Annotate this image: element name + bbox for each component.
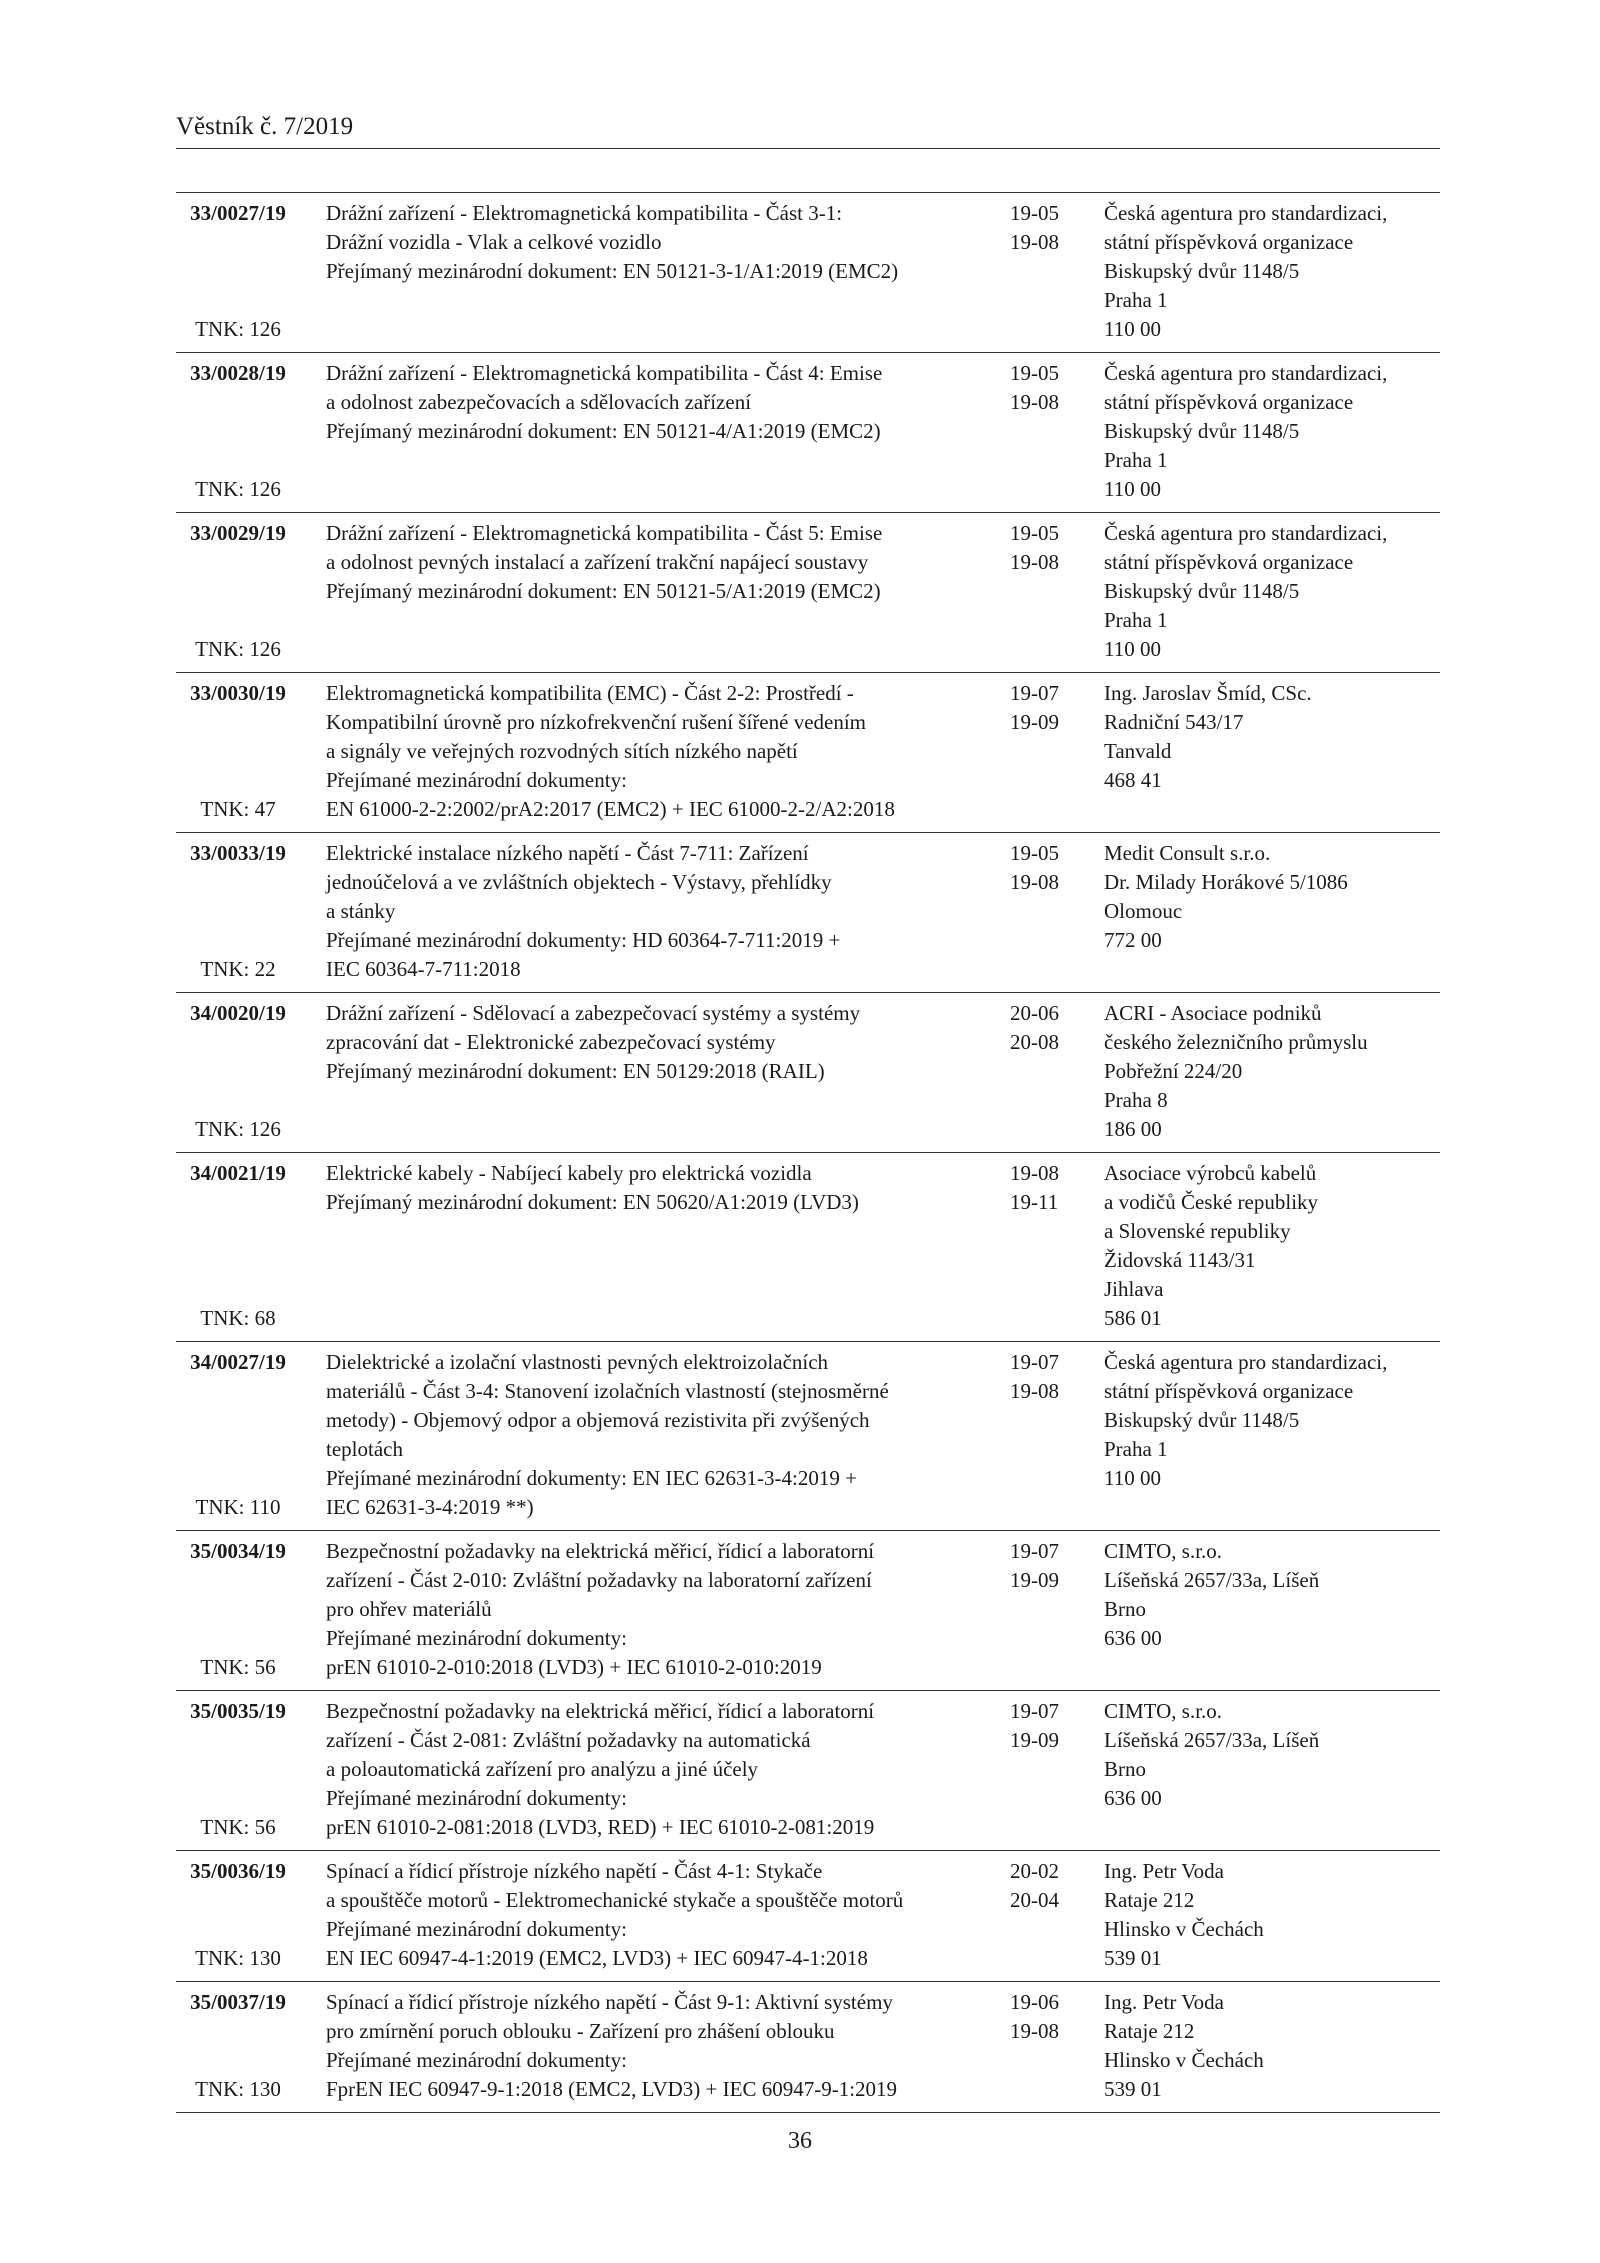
- address-line: Rataje 212: [1104, 2019, 1195, 2043]
- title-line: zařízení - Část 2-010: Zvláštní požadavky na laboratorní zařízení: [326, 1568, 872, 1592]
- title-line: Drážní zařízení - Elektromagnetická kompatibilita - Část 5: Emise: [326, 521, 883, 545]
- address-cell: [1104, 359, 1440, 504]
- title-cell: [326, 999, 1006, 1086]
- title-line: a stánky: [326, 899, 396, 923]
- title-line: Přejímané mezinárodní dokumenty:: [326, 1786, 627, 1810]
- title-line: Kompatibilní úrovně pro nízkofrekvenční rušení šířené vedením: [326, 710, 867, 734]
- tnk-label: TNK: 130: [195, 1946, 281, 1970]
- record-id-cell: [176, 1857, 300, 1973]
- title-line: Přejímaný mezinárodní dokument: EN 50620/A1:2019 (LVD3): [326, 1190, 859, 1214]
- title-line: metody) - Objemový odpor a objemová rezistivita při zvýšených: [326, 1408, 870, 1432]
- record-id: 35/0037/19: [190, 1990, 286, 2014]
- record-id: 35/0035/19: [190, 1699, 286, 1723]
- title-line: IEC 60364-7-711:2018: [326, 957, 521, 981]
- title-line: Přejímané mezinárodní dokumenty:: [326, 1917, 627, 1941]
- address-line: Rataje 212: [1104, 1888, 1195, 1912]
- title-line: Dielektrické a izolační vlastnosti pevných elektroizolačních: [326, 1350, 829, 1374]
- table-row: [176, 513, 1440, 673]
- tnk-label: TNK: 68: [200, 1306, 276, 1330]
- tnk-label: TNK: 56: [200, 1815, 276, 1839]
- title-line: Přejímaný mezinárodní dokument: EN 50121-3-1/A1:2019 (EMC2): [326, 259, 899, 283]
- address-line: 586 01: [1104, 1306, 1162, 1330]
- address-line: a vodičů České republiky: [1104, 1190, 1319, 1214]
- address-line: Medit Consult s.r.o.: [1104, 841, 1271, 865]
- title-line: Elektrické kabely - Nabíjecí kabely pro elektrická vozidla: [326, 1161, 812, 1185]
- title-line: zpracování dat - Elektronické zabezpečovací systémy: [326, 1030, 776, 1054]
- address-line: českého železničního průmyslu: [1104, 1030, 1368, 1054]
- address-line: Česká agentura pro standardizaci,: [1104, 1350, 1388, 1374]
- address-line: Brno: [1104, 1757, 1146, 1781]
- tnk-label: TNK: 56: [200, 1655, 276, 1679]
- title-line: Přejímané mezinárodní dokumenty:: [326, 1626, 627, 1650]
- address-line: ACRI - Asociace podniků: [1104, 1001, 1322, 1025]
- title-cell: [326, 1857, 1006, 1973]
- title-line: a odolnost pevných instalací a zařízení trakční napájecí soustavy: [326, 550, 869, 574]
- address-line: Biskupský dvůr 1148/5: [1104, 1408, 1300, 1432]
- date-value: 19-05: [1010, 361, 1059, 385]
- record-id: 33/0029/19: [190, 521, 286, 545]
- table-row: [176, 1982, 1440, 2113]
- address-line: Tanvald: [1104, 739, 1172, 763]
- date-value: 19-07: [1010, 681, 1059, 705]
- date-value: 19-07: [1010, 1350, 1059, 1374]
- table-row: [176, 1691, 1440, 1851]
- address-line: Praha 1: [1104, 608, 1168, 632]
- table-row: [176, 353, 1440, 513]
- tnk-label: TNK: 126: [195, 1117, 281, 1141]
- dates-cell: [1010, 1537, 1090, 1595]
- address-line: Praha 1: [1104, 448, 1168, 472]
- date-value: 19-05: [1010, 521, 1059, 545]
- title-line: Drážní zařízení - Sdělovací a zabezpečovací systémy a systémy: [326, 1001, 861, 1025]
- journal-title: Věstník č. 7/2019: [176, 113, 354, 140]
- title-cell: [326, 1988, 1006, 2104]
- table-row: [176, 1851, 1440, 1982]
- title-cell: [326, 519, 1006, 606]
- title-line: Přejímané mezinárodní dokumenty:: [326, 2048, 627, 2072]
- address-line: Praha 1: [1104, 1437, 1168, 1461]
- record-id-cell: [176, 679, 300, 824]
- date-value: 19-09: [1010, 710, 1059, 734]
- address-line: státní příspěvková organizace: [1104, 230, 1354, 254]
- address-line: 636 00: [1104, 1786, 1162, 1810]
- title-line: Elektrické instalace nízkého napětí - Část 7-711: Zařízení: [326, 841, 809, 865]
- tnk-label: TNK: 47: [200, 797, 276, 821]
- date-value: 19-05: [1010, 201, 1059, 225]
- title-line: Přejímané mezinárodní dokumenty: HD 60364-7-711:2019 +: [326, 928, 841, 952]
- date-value: 20-04: [1010, 1888, 1059, 1912]
- address-cell: [1104, 1697, 1440, 1813]
- record-id: 33/0030/19: [190, 681, 286, 705]
- address-line: Ing. Petr Voda: [1104, 1859, 1224, 1883]
- table-row: [176, 673, 1440, 833]
- title-line: Spínací a řídicí přístroje nízkého napětí - Část 4-1: Stykače: [326, 1859, 823, 1883]
- date-value: 19-09: [1010, 1568, 1059, 1592]
- address-line: 539 01: [1104, 2077, 1162, 2101]
- address-line: Ing. Petr Voda: [1104, 1990, 1224, 2014]
- title-line: a spouštěče motorů - Elektromechanické stykače a spouštěče motorů: [326, 1888, 904, 1912]
- address-line: 110 00: [1104, 317, 1161, 341]
- address-cell: [1104, 839, 1440, 955]
- address-cell: [1104, 1857, 1440, 1973]
- dates-cell: [1010, 1159, 1090, 1217]
- title-line: Přejímané mezinárodní dokumenty:: [326, 768, 627, 792]
- date-value: 19-07: [1010, 1699, 1059, 1723]
- dates-cell: [1010, 519, 1090, 577]
- address-line: Ing. Jaroslav Šmíd, CSc.: [1104, 681, 1312, 705]
- address-line: Česká agentura pro standardizaci,: [1104, 201, 1388, 225]
- address-line: Praha 1: [1104, 288, 1168, 312]
- title-line: Bezpečnostní požadavky na elektrická měřicí, řídicí a laboratorní: [326, 1539, 875, 1563]
- record-id-cell: [176, 359, 300, 504]
- date-value: 19-08: [1010, 550, 1059, 574]
- date-value: 19-08: [1010, 390, 1059, 414]
- title-line: EN IEC 60947-4-1:2019 (EMC2, LVD3) + IEC 60947-4-1:2018: [326, 1946, 868, 1970]
- address-line: Líšeňská 2657/33a, Líšeň: [1104, 1728, 1320, 1752]
- title-cell: [326, 1537, 1006, 1682]
- title-line: zařízení - Část 2-081: Zvláštní požadavky na automatická: [326, 1728, 811, 1752]
- title-line: a odolnost zabezpečovacích a sdělovacích zařízení: [326, 390, 752, 414]
- page-number: 36: [788, 2128, 812, 2154]
- address-line: Česká agentura pro standardizaci,: [1104, 521, 1388, 545]
- record-id-cell: [176, 839, 300, 984]
- address-line: 110 00: [1104, 637, 1161, 661]
- record-id-cell: [176, 1348, 300, 1522]
- title-line: EN 61000-2-2:2002/prA2:2017 (EMC2) + IEC 61000-2-2/A2:2018: [326, 797, 895, 821]
- date-value: 20-02: [1010, 1859, 1059, 1883]
- record-id-cell: [176, 1988, 300, 2104]
- date-value: 19-09: [1010, 1728, 1059, 1752]
- address-cell: [1104, 1537, 1440, 1653]
- address-line: CIMTO, s.r.o.: [1104, 1539, 1223, 1563]
- title-line: Drážní vozidla - Vlak a celkové vozidlo: [326, 230, 662, 254]
- title-line: Přejímaný mezinárodní dokument: EN 50129:2018 (RAIL): [326, 1059, 825, 1083]
- address-cell: [1104, 1988, 1440, 2104]
- date-value: 19-05: [1010, 841, 1059, 865]
- tnk-label: TNK: 126: [195, 317, 281, 341]
- dates-cell: [1010, 1988, 1090, 2046]
- dates-cell: [1010, 679, 1090, 737]
- record-id-cell: [176, 999, 300, 1144]
- address-line: Česká agentura pro standardizaci,: [1104, 361, 1388, 385]
- table-row: [176, 1342, 1440, 1531]
- record-id-cell: [176, 199, 300, 344]
- address-line: Židovská 1143/31: [1104, 1248, 1256, 1272]
- table-row: [176, 1531, 1440, 1691]
- dates-cell: [1010, 359, 1090, 417]
- date-value: 20-06: [1010, 1001, 1059, 1025]
- address-line: Biskupský dvůr 1148/5: [1104, 419, 1300, 443]
- tnk-label: TNK: 126: [195, 637, 281, 661]
- title-line: FprEN IEC 60947-9-1:2018 (EMC2, LVD3) + IEC 60947-9-1:2019: [326, 2077, 898, 2101]
- record-id: 35/0036/19: [190, 1859, 286, 1883]
- address-cell: [1104, 1159, 1440, 1333]
- address-line: Pobřežní 224/20: [1104, 1059, 1243, 1083]
- address-line: 772 00: [1104, 928, 1162, 952]
- address-cell: [1104, 519, 1440, 664]
- address-line: Hlinsko v Čechách: [1104, 1917, 1264, 1941]
- date-value: 19-11: [1010, 1190, 1059, 1214]
- address-line: Biskupský dvůr 1148/5: [1104, 259, 1300, 283]
- record-id-cell: [176, 1697, 300, 1842]
- date-value: 19-06: [1010, 1990, 1059, 2014]
- address-line: Brno: [1104, 1597, 1146, 1621]
- date-value: 19-08: [1010, 2019, 1059, 2043]
- title-line: pro zmírnění poruch oblouku - Zařízení pro zhášení oblouku: [326, 2019, 835, 2043]
- title-line: a poloautomatická zařízení pro analýzu a jiné účely: [326, 1757, 759, 1781]
- address-line: a Slovenské republiky: [1104, 1219, 1291, 1243]
- tnk-label: TNK: 130: [195, 2077, 281, 2101]
- title-line: jednoúčelová a ve zvláštních objektech - Výstavy, přehlídky: [326, 870, 832, 894]
- address-line: státní příspěvková organizace: [1104, 550, 1354, 574]
- title-cell: [326, 1348, 1006, 1522]
- address-line: 539 01: [1104, 1946, 1162, 1970]
- date-value: 20-08: [1010, 1030, 1059, 1054]
- title-line: prEN 61010-2-010:2018 (LVD3) + IEC 61010-2-010:2019: [326, 1655, 822, 1679]
- date-value: 19-08: [1010, 1379, 1059, 1403]
- address-line: Asociace výrobců kabelů: [1104, 1161, 1317, 1185]
- record-id: 35/0034/19: [190, 1539, 286, 1563]
- standards-table: [176, 192, 1440, 2113]
- tnk-label: TNK: 126: [195, 477, 281, 501]
- title-cell: [326, 839, 1006, 984]
- record-id-cell: [176, 519, 300, 664]
- title-line: teplotách: [326, 1437, 403, 1461]
- tnk-label: TNK: 22: [200, 957, 276, 981]
- dates-cell: [1010, 199, 1090, 257]
- date-value: 19-08: [1010, 230, 1059, 254]
- title-line: Drážní zařízení - Elektromagnetická kompatibilita - Část 4: Emise: [326, 361, 883, 385]
- record-id: 33/0033/19: [190, 841, 286, 865]
- dates-cell: [1010, 999, 1090, 1057]
- title-cell: [326, 679, 1006, 824]
- address-line: Hlinsko v Čechách: [1104, 2048, 1264, 2072]
- table-row: [176, 833, 1440, 993]
- title-line: IEC 62631-3-4:2019 **): [326, 1495, 534, 1519]
- page-header: [176, 112, 1440, 149]
- address-line: CIMTO, s.r.o.: [1104, 1699, 1223, 1723]
- title-line: Bezpečnostní požadavky na elektrická měřicí, řídicí a laboratorní: [326, 1699, 875, 1723]
- record-id: 34/0027/19: [190, 1350, 286, 1374]
- dates-cell: [1010, 839, 1090, 897]
- dates-cell: [1010, 1857, 1090, 1915]
- address-line: Líšeňská 2657/33a, Líšeň: [1104, 1568, 1320, 1592]
- title-cell: [326, 359, 1006, 446]
- dates-cell: [1010, 1348, 1090, 1406]
- title-line: Přejímaný mezinárodní dokument: EN 50121-4/A1:2019 (EMC2): [326, 419, 881, 443]
- address-line: Biskupský dvůr 1148/5: [1104, 579, 1300, 603]
- record-id: 34/0020/19: [190, 1001, 286, 1025]
- record-id: 33/0028/19: [190, 361, 286, 385]
- date-value: 19-07: [1010, 1539, 1059, 1563]
- title-line: Spínací a řídicí přístroje nízkého napětí - Část 9-1: Aktivní systémy: [326, 1990, 893, 2014]
- title-line: Přejímané mezinárodní dokumenty: EN IEC 62631-3-4:2019 +: [326, 1466, 857, 1490]
- address-cell: [1104, 679, 1440, 795]
- title-line: Drážní zařízení - Elektromagnetická kompatibilita - Část 3-1:: [326, 201, 843, 225]
- title-line: a signály ve veřejných rozvodných sítích nízkého napětí: [326, 739, 798, 763]
- table-row: [176, 193, 1440, 353]
- address-line: Olomouc: [1104, 899, 1183, 923]
- title-cell: [326, 199, 1006, 286]
- tnk-label: TNK: 110: [195, 1495, 281, 1519]
- record-id: 34/0021/19: [190, 1161, 286, 1185]
- address-line: státní příspěvková organizace: [1104, 390, 1354, 414]
- title-cell: [326, 1697, 1006, 1842]
- address-line: 110 00: [1104, 1466, 1161, 1490]
- address-line: Radniční 543/17: [1104, 710, 1244, 734]
- address-line: 636 00: [1104, 1626, 1162, 1650]
- address-cell: [1104, 199, 1440, 344]
- title-line: prEN 61010-2-081:2018 (LVD3, RED) + IEC 61010-2-081:2019: [326, 1815, 875, 1839]
- record-id-cell: [176, 1537, 300, 1682]
- address-line: 186 00: [1104, 1117, 1162, 1141]
- title-cell: [326, 1159, 1006, 1217]
- address-line: Dr. Milady Horákové 5/1086: [1104, 870, 1348, 894]
- address-line: Praha 8: [1104, 1088, 1168, 1112]
- address-line: 110 00: [1104, 477, 1161, 501]
- record-id-cell: [176, 1159, 300, 1333]
- address-line: 468 41: [1104, 768, 1162, 792]
- address-cell: [1104, 1348, 1440, 1493]
- table-row: [176, 993, 1440, 1153]
- date-value: 19-08: [1010, 1161, 1059, 1185]
- address-cell: [1104, 999, 1440, 1144]
- dates-cell: [1010, 1697, 1090, 1755]
- title-line: pro ohřev materiálů: [326, 1597, 492, 1621]
- title-line: Elektromagnetická kompatibilita (EMC) - Část 2-2: Prostředí -: [326, 681, 854, 705]
- date-value: 19-08: [1010, 870, 1059, 894]
- title-line: materiálů - Část 3-4: Stanovení izolačních vlastností (stejnosměrné: [326, 1379, 889, 1403]
- address-line: státní příspěvková organizace: [1104, 1379, 1354, 1403]
- address-line: Jihlava: [1104, 1277, 1164, 1301]
- table-row: [176, 1153, 1440, 1342]
- record-id: 33/0027/19: [190, 201, 286, 225]
- title-line: Přejímaný mezinárodní dokument: EN 50121-5/A1:2019 (EMC2): [326, 579, 881, 603]
